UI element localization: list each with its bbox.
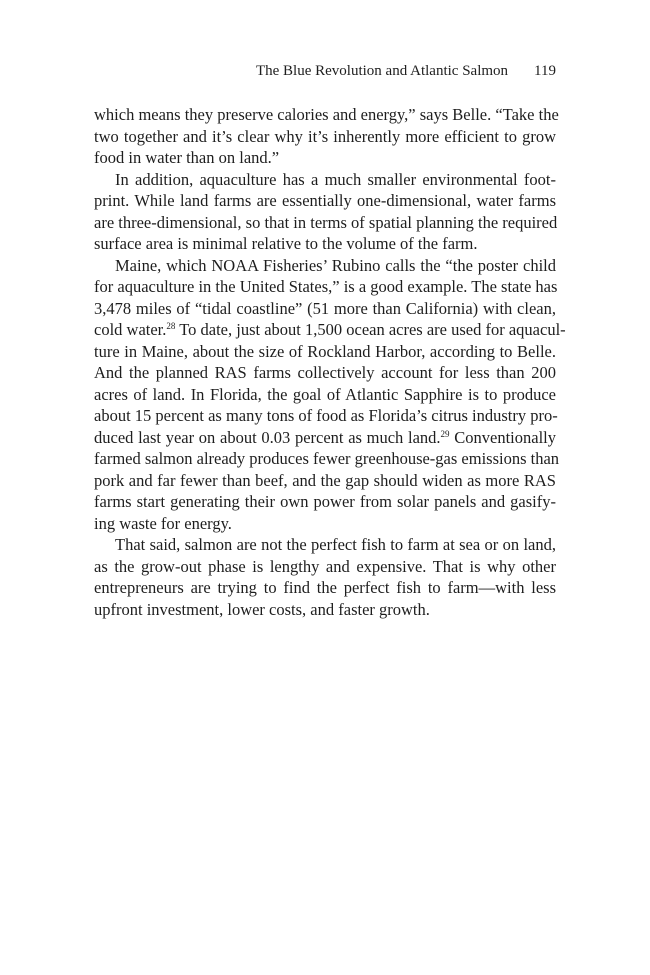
running-title: The Blue Revolution and Atlantic Salmon	[255, 63, 509, 79]
text-line: ing waste for energy.	[94, 513, 232, 533]
text-line: are three-dimensional, so that in terms of spatial planning the required	[94, 212, 558, 232]
text-line: farmed salmon already produces fewer greenhouse-gas emissions than	[94, 449, 560, 468]
text-line: farms start generating their own power from solar panels and gasify-	[94, 492, 556, 511]
text-line: pork and far fewer than beef, and the gap should widen as more RAS	[94, 470, 556, 490]
text-line: about 15 percent as many tons of food as Florida’s citrus industry pro-	[94, 406, 558, 425]
text-line	[94, 427, 556, 449]
text-line: And the planned RAS farms collectively account for less than 200	[94, 363, 556, 382]
text-line: That said, salmon are not the perfect fish to farm at sea or on land,	[115, 535, 556, 554]
text-line: food in water than on land.”	[94, 148, 280, 167]
paragraph-salmon-challenges	[94, 534, 556, 620]
text-run: Conventionally	[449, 427, 556, 447]
text-line: two together and it’s clear why it’s inherently more efficient to grow	[94, 126, 556, 146]
paragraph-continued	[94, 104, 559, 169]
page-number: 119	[534, 63, 556, 79]
text-run: duced last year on about 0.03 percent as much land.	[94, 427, 441, 447]
text-line: as the grow-out phase is lengthy and expensive. That is why other	[94, 556, 556, 576]
footnote-ref-29: 29	[440, 428, 450, 439]
footnote-ref-28: 28	[166, 321, 176, 332]
text-line: print. While land farms are essentially one-dimensional, water farms	[94, 191, 556, 210]
text-line: Maine, which NOAA Fisheries’ Rubino calls the “the poster child	[115, 255, 556, 275]
paragraph-aquaculture-footprint	[94, 169, 556, 255]
text-line: which means they preserve calories and energy,” says Belle. “Take the	[94, 105, 559, 124]
text-line: ture in Maine, about the size of Rockland Harbor, according to Belle.	[94, 341, 556, 361]
text-line: In addition, aquaculture has a much smaller environmental foot-	[115, 169, 556, 189]
text-run: To date, just about 1,500 ocean acres are used for aquacul-	[175, 320, 566, 339]
text-line: upfront investment, lower costs, and faster growth.	[94, 599, 430, 619]
text-line: surface area is minimal relative to the volume of the farm.	[94, 234, 478, 253]
text-line: 3,478 miles of “tidal coastline” (51 more than California) with clean,	[94, 298, 556, 318]
text-line: for aquaculture in the United States,” is a good example. The state has	[94, 277, 558, 296]
paragraph-maine	[94, 255, 566, 535]
body-text	[94, 104, 566, 620]
text-line: acres of land. In Florida, the goal of Atlantic Sapphire is to produce	[94, 384, 556, 404]
text-line: entrepreneurs are trying to find the perfect fish to farm—with less	[94, 578, 556, 597]
text-line	[94, 319, 566, 341]
running-head	[94, 61, 556, 81]
text-run: cold water.	[94, 320, 167, 339]
